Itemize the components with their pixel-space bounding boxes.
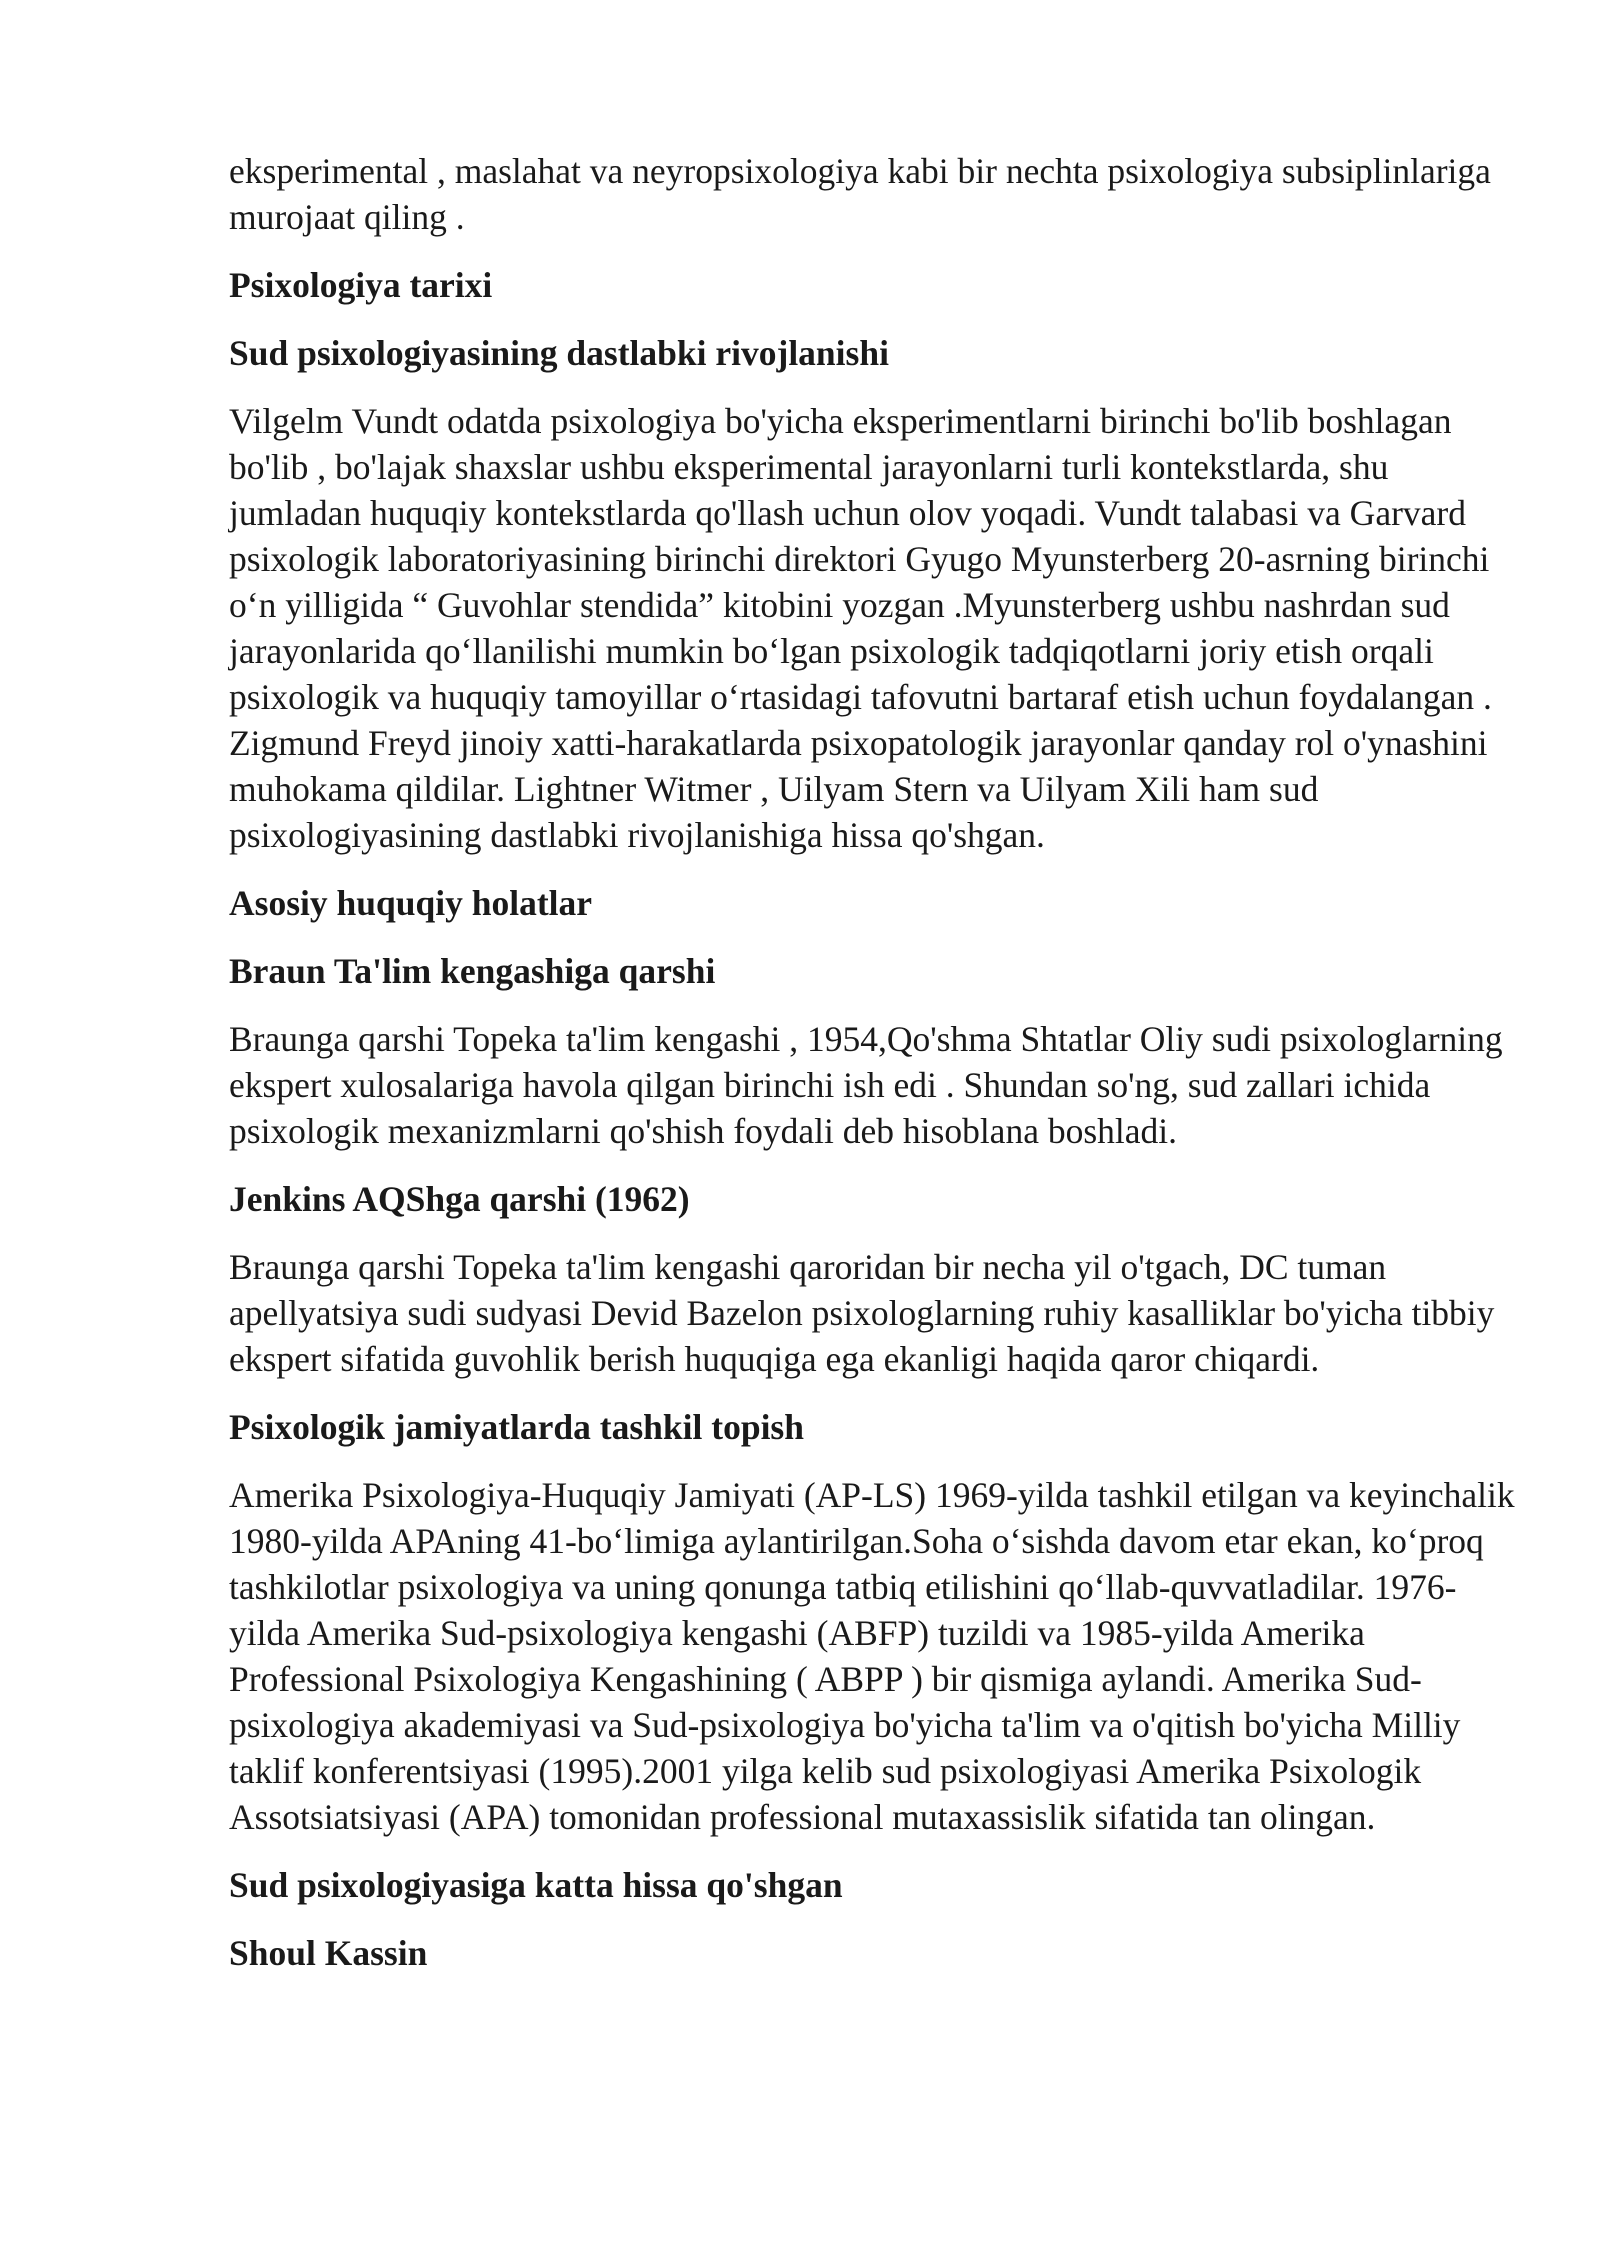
subsection-heading-brown: Braun Ta'lim kengashiga qarshi xyxy=(229,951,716,991)
section-heading-history: Psixologiya tarixi xyxy=(229,265,493,305)
paragraph-early-development: Vilgelm Vundt odatda psixologiya bo'yicha eksperimentlarni birinchi bo'lib boshlagan bo'lib , bo'lajak shaxslar ushbu eksperimental jarayonlarni turli kontekstlarda, shu jumladan huquqiy kontekstlarda qo'llash uchun olov yoqadi. Vundt talabasi va Garvard psixologik laboratoriyasining birinchi direktori Gyugo Myunsterberg 20-asrning birinchi o‘n yilligida “ Guvohlar stendida” kitobini yozgan .Myunsterberg ushbu nashrdan sud jarayonlarida qo‘llanilishi mumkin bo‘lgan psixologik tadqiqotlarni joriy etish orqali psixologik va huquqiy tamoyillar o‘rtasidagi tafovutni bartaraf etish uchun foydalangan . Zigmund Freyd jinoiy xatti-harakatlarda psixopatologik jarayonlar qanday rol o'ynashini muhokama qildilar. Lightner Witmer , Uilyam Stern va Uilyam Xili ham sud psixologiyasining dastlabki rivojlanishiga hissa qo'shgan. xyxy=(229,401,1492,855)
document-page xyxy=(229,148,1519,1998)
paragraph-jenkins: Braunga qarshi Topeka ta'lim kengashi qaroridan bir necha yil o'tgach, DC tuman apellyatsiya sudi sudyasi Devid Bazelon psixologlarning ruhiy kasalliklar bo'yicha tibbiy ekspert sifatida guvohlik berish huquqiga ega ekanligi haqida qaror chiqardi. xyxy=(229,1247,1495,1379)
subsection-heading-early-development: Sud psixologiyasining dastlabki rivojlanishi xyxy=(229,333,889,373)
intro-paragraph: eksperimental , maslahat va neyropsixologiya kabi bir nechta psixologiya subsiplinlariga murojaat qiling . xyxy=(229,151,1491,237)
section-heading-societies: Psixologik jamiyatlarda tashkil topish xyxy=(229,1407,804,1447)
subsection-heading-kassin: Shoul Kassin xyxy=(229,1933,428,1973)
section-heading-contributors: Sud psixologiyasiga katta hissa qo'shgan xyxy=(229,1865,843,1905)
subsection-heading-jenkins: Jenkins AQShga qarshi (1962) xyxy=(229,1179,690,1219)
paragraph-societies: Amerika Psixologiya-Huquqiy Jamiyati (AP-LS) 1969-yilda tashkil etilgan va keyinchalik 1980-yilda APAning 41-bo‘limiga aylantirilgan.Soha o‘sishda davom etar ekan, ko‘proq tashkilotlar psixologiya va uning qonunga tatbiq etilishini qo‘llab-quvvatladilar. 1976-yilda Amerika Sud-psixologiya kengashi (ABFP) tuzildi va 1985-yilda Amerika Professional Psixologiya Kengashining ( ABPP ) bir qismiga aylandi. Amerika Sud-psixologiya akademiyasi va Sud-psixologiya bo'yicha ta'lim va o'qitish bo'yicha Milliy taklif konferentsiyasi (1995).2001 yilga kelib sud psixologiyasi Amerika Psixologik Assotsiatsiyasi (APA) tomonidan professional mutaxassislik sifatida tan olingan. xyxy=(229,1475,1515,1837)
section-heading-legal-cases: Asosiy huquqiy holatlar xyxy=(229,883,593,923)
paragraph-brown: Braunga qarshi Topeka ta'lim kengashi , 1954,Qo'shma Shtatlar Oliy sudi psixologlarning ekspert xulosalariga havola qilgan birinchi ish edi . Shundan so'ng, sud zallari ichida psixologik mexanizmlarni qo'shish foydali deb hisoblana boshladi. xyxy=(229,1019,1503,1151)
